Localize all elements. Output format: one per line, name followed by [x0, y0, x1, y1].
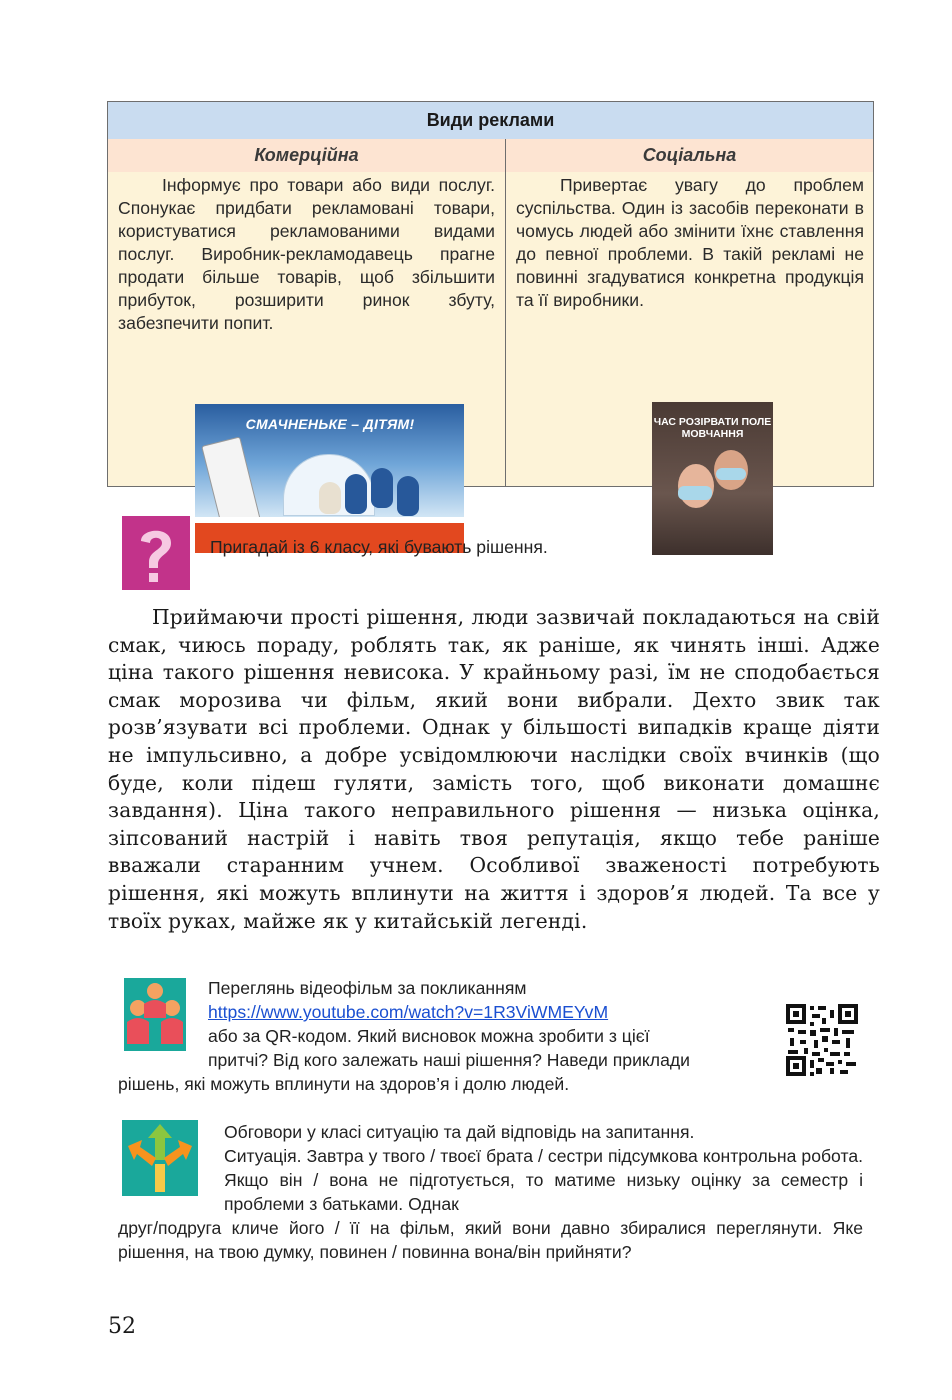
commercial-description: Інформує про товари або види послуг. Спонукає придбати рекламовані товари, користуватися рекламованими видами послуг. Виробник-рекламодавець прагне продати більше товарів, щоб збільшити прибуток, розширити ринок збуту, забезпечити попит.	[118, 175, 495, 333]
ad-types-table	[107, 101, 874, 487]
header-social: Соціальна	[642, 145, 737, 165]
video-link[interactable]: https://www.youtube.com/watch?v=1R3ViWMEYvM	[208, 1002, 609, 1022]
social-ad-headline: ЧАС РОЗІРВАТИ ПОЛЕ МОВЧАННЯ	[653, 416, 772, 440]
penguin	[397, 476, 419, 516]
face-mask	[678, 486, 712, 500]
commercial-ad-slogan: СМАЧНЕНЬКЕ – ДІТЯМ!	[245, 416, 415, 432]
question-mark-icon	[122, 516, 190, 590]
header-commercial: Комерційна	[254, 145, 359, 165]
social-description: Привертає увагу до проблем суспільства. Один із засобів переконати в чомусь людей або змінити їхнє ставлення до певної проблеми. В такій рекламі не повинні згадуватися конкретна продукція та її виробники.	[516, 175, 864, 310]
social-ad-image	[652, 402, 773, 555]
discussion-question: друг/подруга кличе його / її на фільм, який вони давно збиралися переглянути. Яке рішення, на твою думку, повинен / повинна вона/він прийняти?	[118, 1218, 863, 1262]
video-task	[118, 976, 768, 1096]
video-link-wrap	[118, 1000, 768, 1024]
qr-code-icon[interactable]	[786, 1004, 858, 1076]
discussion-task	[118, 1120, 863, 1264]
discussion-situation: Ситуація. Завтра у твого / твоєї брата / сестри підсумкова контрольна робота. Якщо він / вона не підготується, то матиме низьку оцінку за семестр і проблеми з батьками. Однак	[224, 1146, 863, 1214]
recall-prompt: Пригадай із 6 класу, які бувають рішення.	[210, 537, 548, 557]
video-task-line: рішень, які можуть вплинути на здоров’я і долю людей.	[118, 1074, 570, 1094]
video-task-line: Переглянь відеофільм за покликанням	[208, 978, 527, 998]
main-paragraph: Приймаючи прості рішення, люди зазвичай покладаються на свій смак, чиюсь пораду, роблять так, як раніше, як чинять інші. Адже ціна такого рішення невисока. У крайньому разі, їм не сподобається смак морозива чи фільм, який вони вибрали. Дехто звик так розв’язувати всі проблеми. Однак у більшості випадків краще діяти не імпульсивно, а добре усвідомлюючи наслідки своїх вчинків (що буде, коли підеш гуляти, замість того, щоб виконати домашнє завдання). Ціна такого неправильного рішення — низька оцінка, зіпсований настрій і навіть твоя репутація, якщо тебе раніше вважали старанним учнем. Особливої зваженості потребують рішення, які можуть вплинути на життя і здоров’я людей. Та все у твоїх руках, майже як у китайській легенді.	[108, 605, 880, 933]
product-pack	[201, 436, 261, 529]
page-number: 52	[108, 1314, 136, 1339]
video-task-line: притчі? Від кого залежать наші рішення? Наведи приклади	[208, 1050, 690, 1070]
discussion-task-line: Обговори у класі ситуацію та дай відповідь на запитання.	[224, 1122, 695, 1142]
penguin	[371, 468, 393, 508]
column-divider	[505, 139, 506, 486]
video-task-line: або за QR-кодом. Який висновок можна зробити з цієї	[208, 1026, 650, 1046]
table-body-row	[108, 172, 873, 486]
face-mask	[716, 468, 746, 480]
seal	[319, 482, 341, 514]
commercial-ad-image	[195, 404, 464, 553]
table-header-row	[108, 139, 873, 173]
penguin	[345, 474, 367, 514]
table-title: Види реклами	[108, 102, 873, 140]
